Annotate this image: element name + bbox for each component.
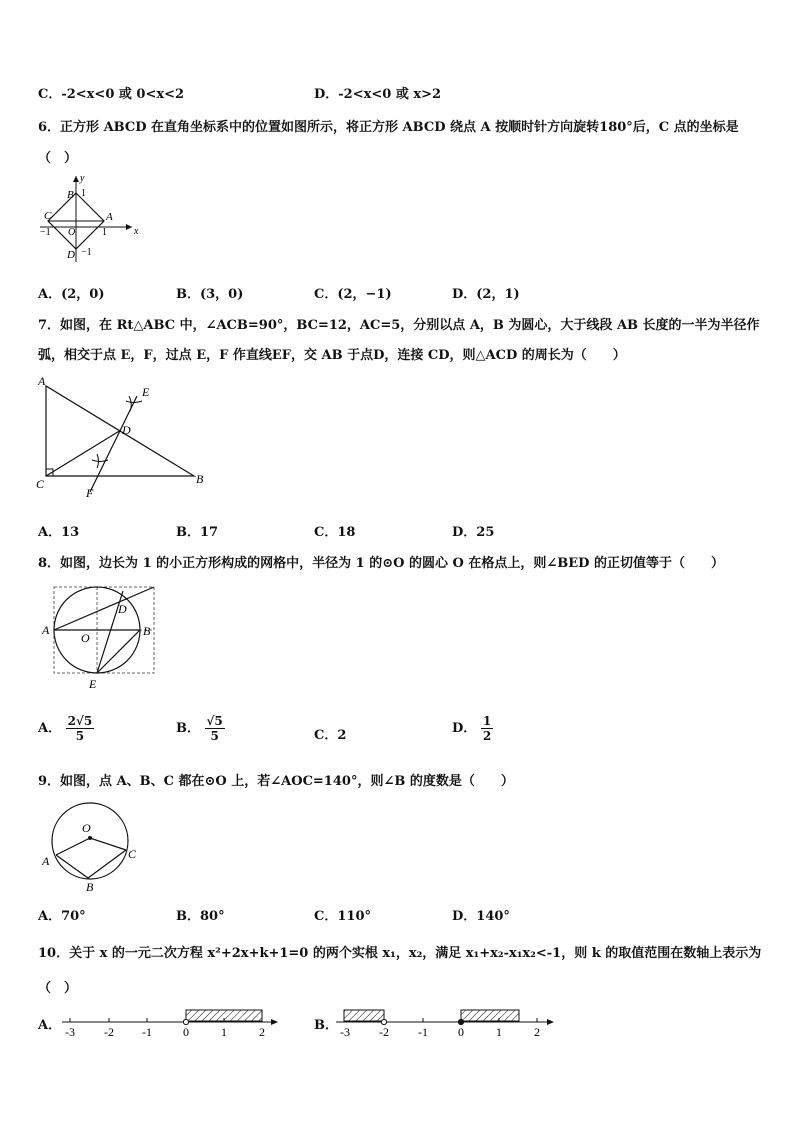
q7-label-F: F [86,486,94,500]
q6-label-D: D [67,249,75,261]
q6-stem: 6．正方形 ABCD 在直角坐标系中的位置如图所示，将正方形 ABCD 绕点 A 按顺时针方向旋转180°后，C 点的坐标是 [38,120,739,135]
q10-a-tick-neg1: -1 [142,1025,152,1039]
q6-label-1x: 1 [102,227,107,238]
q8-label-D: D [118,602,127,616]
q7-label-A: A [38,374,46,388]
q8-figure [36,582,158,692]
q5-option-d: D．-2<x<0 或 x>2 [314,87,442,102]
q9-label-C: C [128,847,137,861]
q9-option-d: D．140° [452,909,510,924]
q7-label-E: E [142,385,150,399]
q10-a-tick-1: 1 [221,1025,227,1039]
q9-label-O: O [82,821,91,835]
q8-option-c: C．2 [314,728,347,743]
q10-paren: （ ） [38,981,78,996]
q10-a-tick-2: 2 [259,1025,265,1039]
q7-option-d: D．25 [452,525,495,540]
q6-option-d: D．(2，1) [452,287,520,302]
q6-option-c: C．(2，−1) [314,287,392,302]
q10-option-a-label: A． [38,1018,62,1033]
q10-a-tick-0: 0 [183,1025,189,1039]
q6-label-neg1x: −1 [40,227,51,238]
q9-figure [36,800,148,896]
q6-label-1y: 1 [81,188,86,199]
q8-label-O: O [81,631,90,645]
q10-option-b-numberline [330,1004,562,1042]
q10-option-a-numberline [56,1004,286,1042]
q10-b-tick-1: 1 [496,1025,502,1039]
q10-stem: 10．关于 x 的一元二次方程 x²+2x+k+1=0 的两个实根 x₁，x₂，满足 x₁+x₂-x₁x₂<-1，则 k 的取值范围在数轴上表示为 [38,946,762,961]
q6-label-C: C [44,210,52,222]
q7-stem-line1: 7．如图，在 Rt△ABC 中，∠ACB=90°，BC=12，AC=5，分别以点 A，B 为圆心，大于线段 AB 长度的一半为半径作 [38,318,760,333]
q7-figure [34,374,210,500]
q7-label-C: C [36,477,45,491]
q9-option-b: B．80° [176,909,225,924]
q9-stem: 9．如图，点 A、B、C 都在⊙O 上，若∠AOC=140°，则∠B 的度数是（ ） [38,774,514,789]
q9-option-a: A．70° [38,909,86,924]
q6-figure [36,172,138,264]
q7-option-a: A．13 [38,525,80,540]
q10-b-tick-neg1: -1 [418,1025,428,1039]
q7-option-c: C．18 [314,525,356,540]
q6-label-O: O [68,227,76,238]
q8-option-a: A． $\frac{2√5}{5}$ [38,714,93,743]
q7-option-b: B．17 [176,525,219,540]
q7-label-D: D [122,423,131,437]
q10-b-tick-2: 2 [534,1025,540,1039]
q7-label-B: B [196,472,204,486]
q10-option-b-label: B． [314,1018,338,1033]
q6-label-neg1y: −1 [81,247,92,258]
q9-label-A: A [42,854,50,868]
q10-b-tick-neg2: -2 [379,1025,389,1039]
q5-option-c: C．-2<x<0 或 0<x<2 [38,87,185,102]
q6-paren: （ ） [38,151,78,166]
q6-option-a: A．(2，0) [38,287,105,302]
q6-option-b: B．(3，0) [176,287,244,302]
q6-label-A: A [106,211,113,223]
q8-option-b: B． $\frac{√5}{5}$ [176,714,223,743]
q8-label-E: E [89,677,97,691]
q6-label-x: x [134,226,139,237]
q8-label-A: A [42,623,50,637]
q9-option-c: C．110° [314,909,371,924]
q8-stem: 8．如图，边长为 1 的小正方形构成的网格中，半径为 1 的⊙O 的圆心 O 在格点上，则∠BED 的正切值等于（ ） [38,556,724,571]
q8-option-d: D． $\frac{1}{2}$ [452,714,492,743]
q10-b-tick-neg3: -3 [340,1025,350,1039]
q6-label-B: B [67,189,74,201]
q6-label-y: y [80,173,85,184]
q8-label-B: B [143,624,151,638]
q9-label-B: B [86,880,94,894]
q10-a-tick-neg3: -3 [65,1025,75,1039]
q10-b-tick-0: 0 [458,1025,464,1039]
q7-stem-line2: 弧，相交于点 E，F，过点 E，F 作直线EF，交 AB 于点D，连接 CD，则△ACD 的周长为（ ） [38,348,626,363]
q10-a-tick-neg2: -2 [104,1025,114,1039]
